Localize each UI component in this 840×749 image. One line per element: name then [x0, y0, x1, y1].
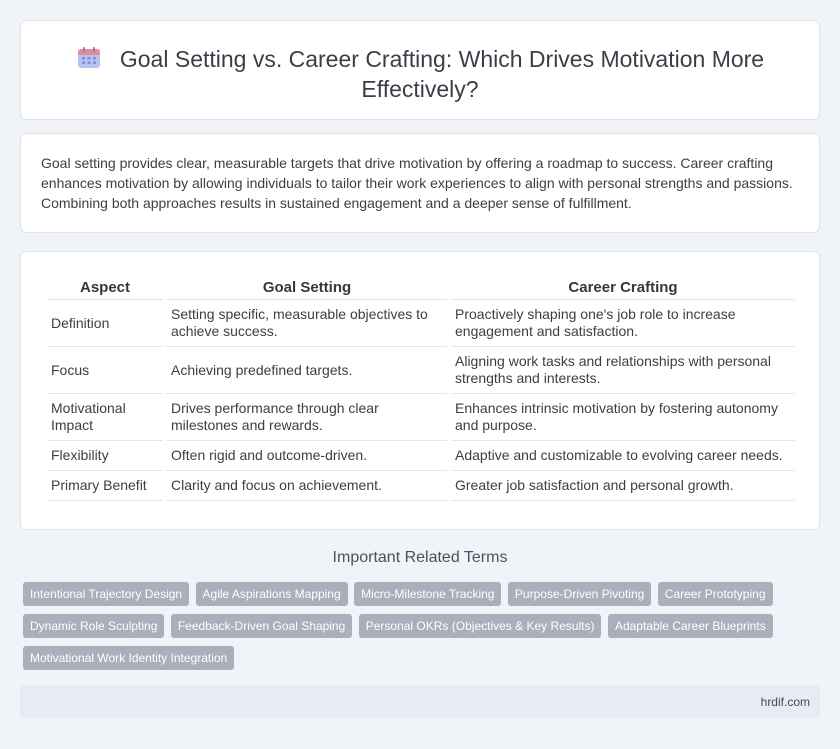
header-aspect: Aspect	[47, 274, 163, 300]
page-title: Goal Setting vs. Career Crafting: Which Drives Motivation More Effectively?	[119, 46, 765, 102]
cell-aspect: Focus	[47, 347, 163, 394]
related-term-tag[interactable]: Intentional Trajectory Design	[23, 582, 189, 606]
related-term-tag[interactable]: Adaptable Career Blueprints	[608, 614, 773, 638]
table-row	[47, 347, 795, 394]
cell-career-crafting: Enhances intrinsic motivation by fostering autonomy and purpose.	[451, 394, 795, 441]
page-title-wrap	[61, 44, 779, 104]
related-term-tag[interactable]: Motivational Work Identity Integration	[23, 646, 234, 670]
related-term-tag[interactable]: Dynamic Role Sculpting	[23, 614, 164, 638]
related-term-tag[interactable]: Personal OKRs (Objectives & Key Results)	[359, 614, 602, 638]
table-row	[47, 394, 795, 441]
intro-paragraph: Goal setting provides clear, measurable targets that drive motivation by offering a roadmap to success. Career crafting enhances motivation by allowing individuals to tailor their work experiences to align with personal strengths and passions. Combining both approaches results in sustained engagement and a deeper sense of fulfillment.	[41, 155, 793, 211]
related-term-tag[interactable]: Agile Aspirations Mapping	[196, 582, 348, 606]
related-terms-list	[23, 582, 803, 678]
header-goal-setting: Goal Setting	[167, 274, 447, 300]
calendar-icon	[76, 46, 102, 70]
cell-aspect: Definition	[47, 300, 163, 347]
intro-card	[20, 133, 820, 233]
cell-goal-setting: Clarity and focus on achievement.	[167, 471, 447, 501]
comparison-table	[43, 274, 799, 501]
cell-career-crafting: Aligning work tasks and relationships with personal strengths and interests.	[451, 347, 795, 394]
cell-aspect: Flexibility	[47, 441, 163, 471]
cell-career-crafting: Proactively shaping one's job role to increase engagement and satisfaction.	[451, 300, 795, 347]
cell-goal-setting: Setting specific, measurable objectives to achieve success.	[167, 300, 447, 347]
cell-aspect: Motivational Impact	[47, 394, 163, 441]
footer	[20, 685, 820, 718]
comparison-card	[20, 251, 820, 530]
cell-goal-setting: Often rigid and outcome-driven.	[167, 441, 447, 471]
related-term-tag[interactable]: Purpose-Driven Pivoting	[508, 582, 651, 606]
cell-aspect: Primary Benefit	[47, 471, 163, 501]
table-row	[47, 441, 795, 471]
cell-goal-setting: Achieving predefined targets.	[167, 347, 447, 394]
related-term-tag[interactable]: Feedback-Driven Goal Shaping	[171, 614, 352, 638]
related-term-tag[interactable]: Career Prototyping	[658, 582, 773, 606]
table-header-row	[47, 274, 795, 300]
footer-site-link[interactable]: hrdif.com	[760, 695, 810, 709]
cell-career-crafting: Adaptive and customizable to evolving career needs.	[451, 441, 795, 471]
table-row	[47, 300, 795, 347]
cell-career-crafting: Greater job satisfaction and personal growth.	[451, 471, 795, 501]
title-card	[20, 20, 820, 120]
cell-goal-setting: Drives performance through clear milestones and rewards.	[167, 394, 447, 441]
related-term-tag[interactable]: Micro-Milestone Tracking	[354, 582, 501, 606]
header-career-crafting: Career Crafting	[451, 274, 795, 300]
related-terms-title: Important Related Terms	[332, 549, 508, 566]
table-row	[47, 471, 795, 501]
